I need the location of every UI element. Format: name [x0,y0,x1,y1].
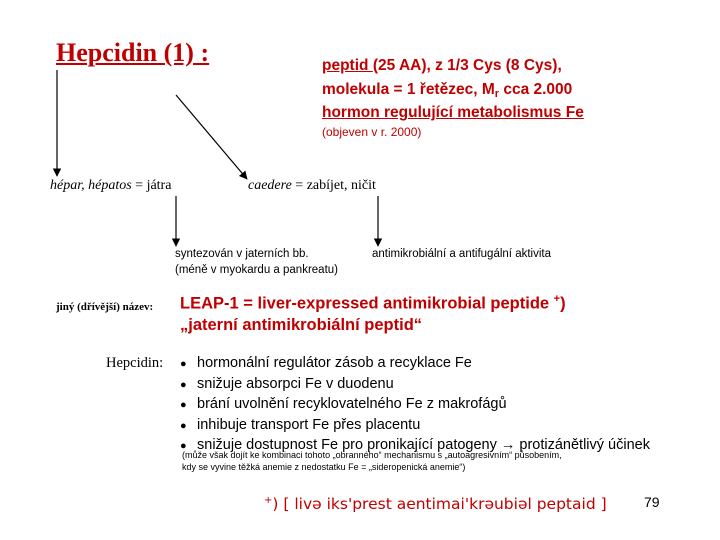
leap1-footnote-mark: + [553,293,561,305]
slide-title: Hepcidin (1) : [56,38,210,67]
hepcidin-label: Hepcidin: [106,355,164,371]
definition-line-2-text: molekula = 1 řetězec, M [322,81,495,98]
etymology-caedere-meaning: = zabíjet, ničit [291,178,376,193]
leap1-czech-name: „jaterní antimikrobiální peptid“ [180,316,423,334]
antimicrobial-activity: antimikrobiální a antifugální aktivita [372,248,551,260]
footnote-mark: + [264,495,273,506]
leap1-expansion: LEAP-1 = liver-expressed antimikrobial peptide [180,294,554,313]
list-item-text: snižuje dostupnost Fe pro pronikající patogeny → protizánětlivý účinek [197,437,650,453]
note-line-1: (může však dojít ke kombinaci tohoto „obranného“ mechanismu s „autoagresivním“ působením, [182,450,562,460]
molar-mass-subscript: r [494,88,500,100]
list-item-text: snižuje absorpci Fe v duodenu [197,375,394,392]
bullet-icon: ● [180,358,187,370]
definition-line-1-rest: (25 AA), z 1/3 Cys (8 Cys), [372,57,562,74]
old-name-label: jiný (dřívější) název: [56,301,154,313]
synthesis-line-2: (méně v myokardu a pankreatu) [175,264,338,276]
bullet-icon: ● [180,419,187,432]
footnote-text: ) [ livə iks'prest aentimai'krəubiəl peptaid ] [272,495,607,514]
page-number: 79 [644,494,660,510]
bullet-icon: ● [180,399,187,411]
definition-line-3: hormon regulující metabolismus Fe [322,104,584,121]
peptide-link[interactable]: peptid [322,57,373,74]
leap1-footnote-paren: ) [560,294,566,313]
etymology-caedere-term: caedere [248,178,292,193]
title-to-caedere-arrow [176,95,247,179]
list-item-text: brání uvolnění recyklovatelného Fe z makrofágů [197,396,507,412]
discovery-note: (objeven v r. 2000) [322,125,422,139]
etymology-hepar-term: hépar, hépatos [50,178,132,193]
bullet-icon: ● [180,378,187,391]
bullet-icon: ● [180,440,187,452]
list-item-text: hormonální regulátor zásob a recyklace Fe [197,355,472,371]
note-line-2: kdy se vyvine těžká anemie z nedostatku Fe = „sideropenická anemie“) [182,462,466,472]
definition-line-2-value: cca 2.000 [499,81,573,98]
etymology-hepar-meaning: = játra [131,178,172,193]
list-item-text: inhibuje transport Fe přes placentu [197,416,421,433]
synthesis-line-1: syntezován v jaterních bb. [175,248,309,260]
